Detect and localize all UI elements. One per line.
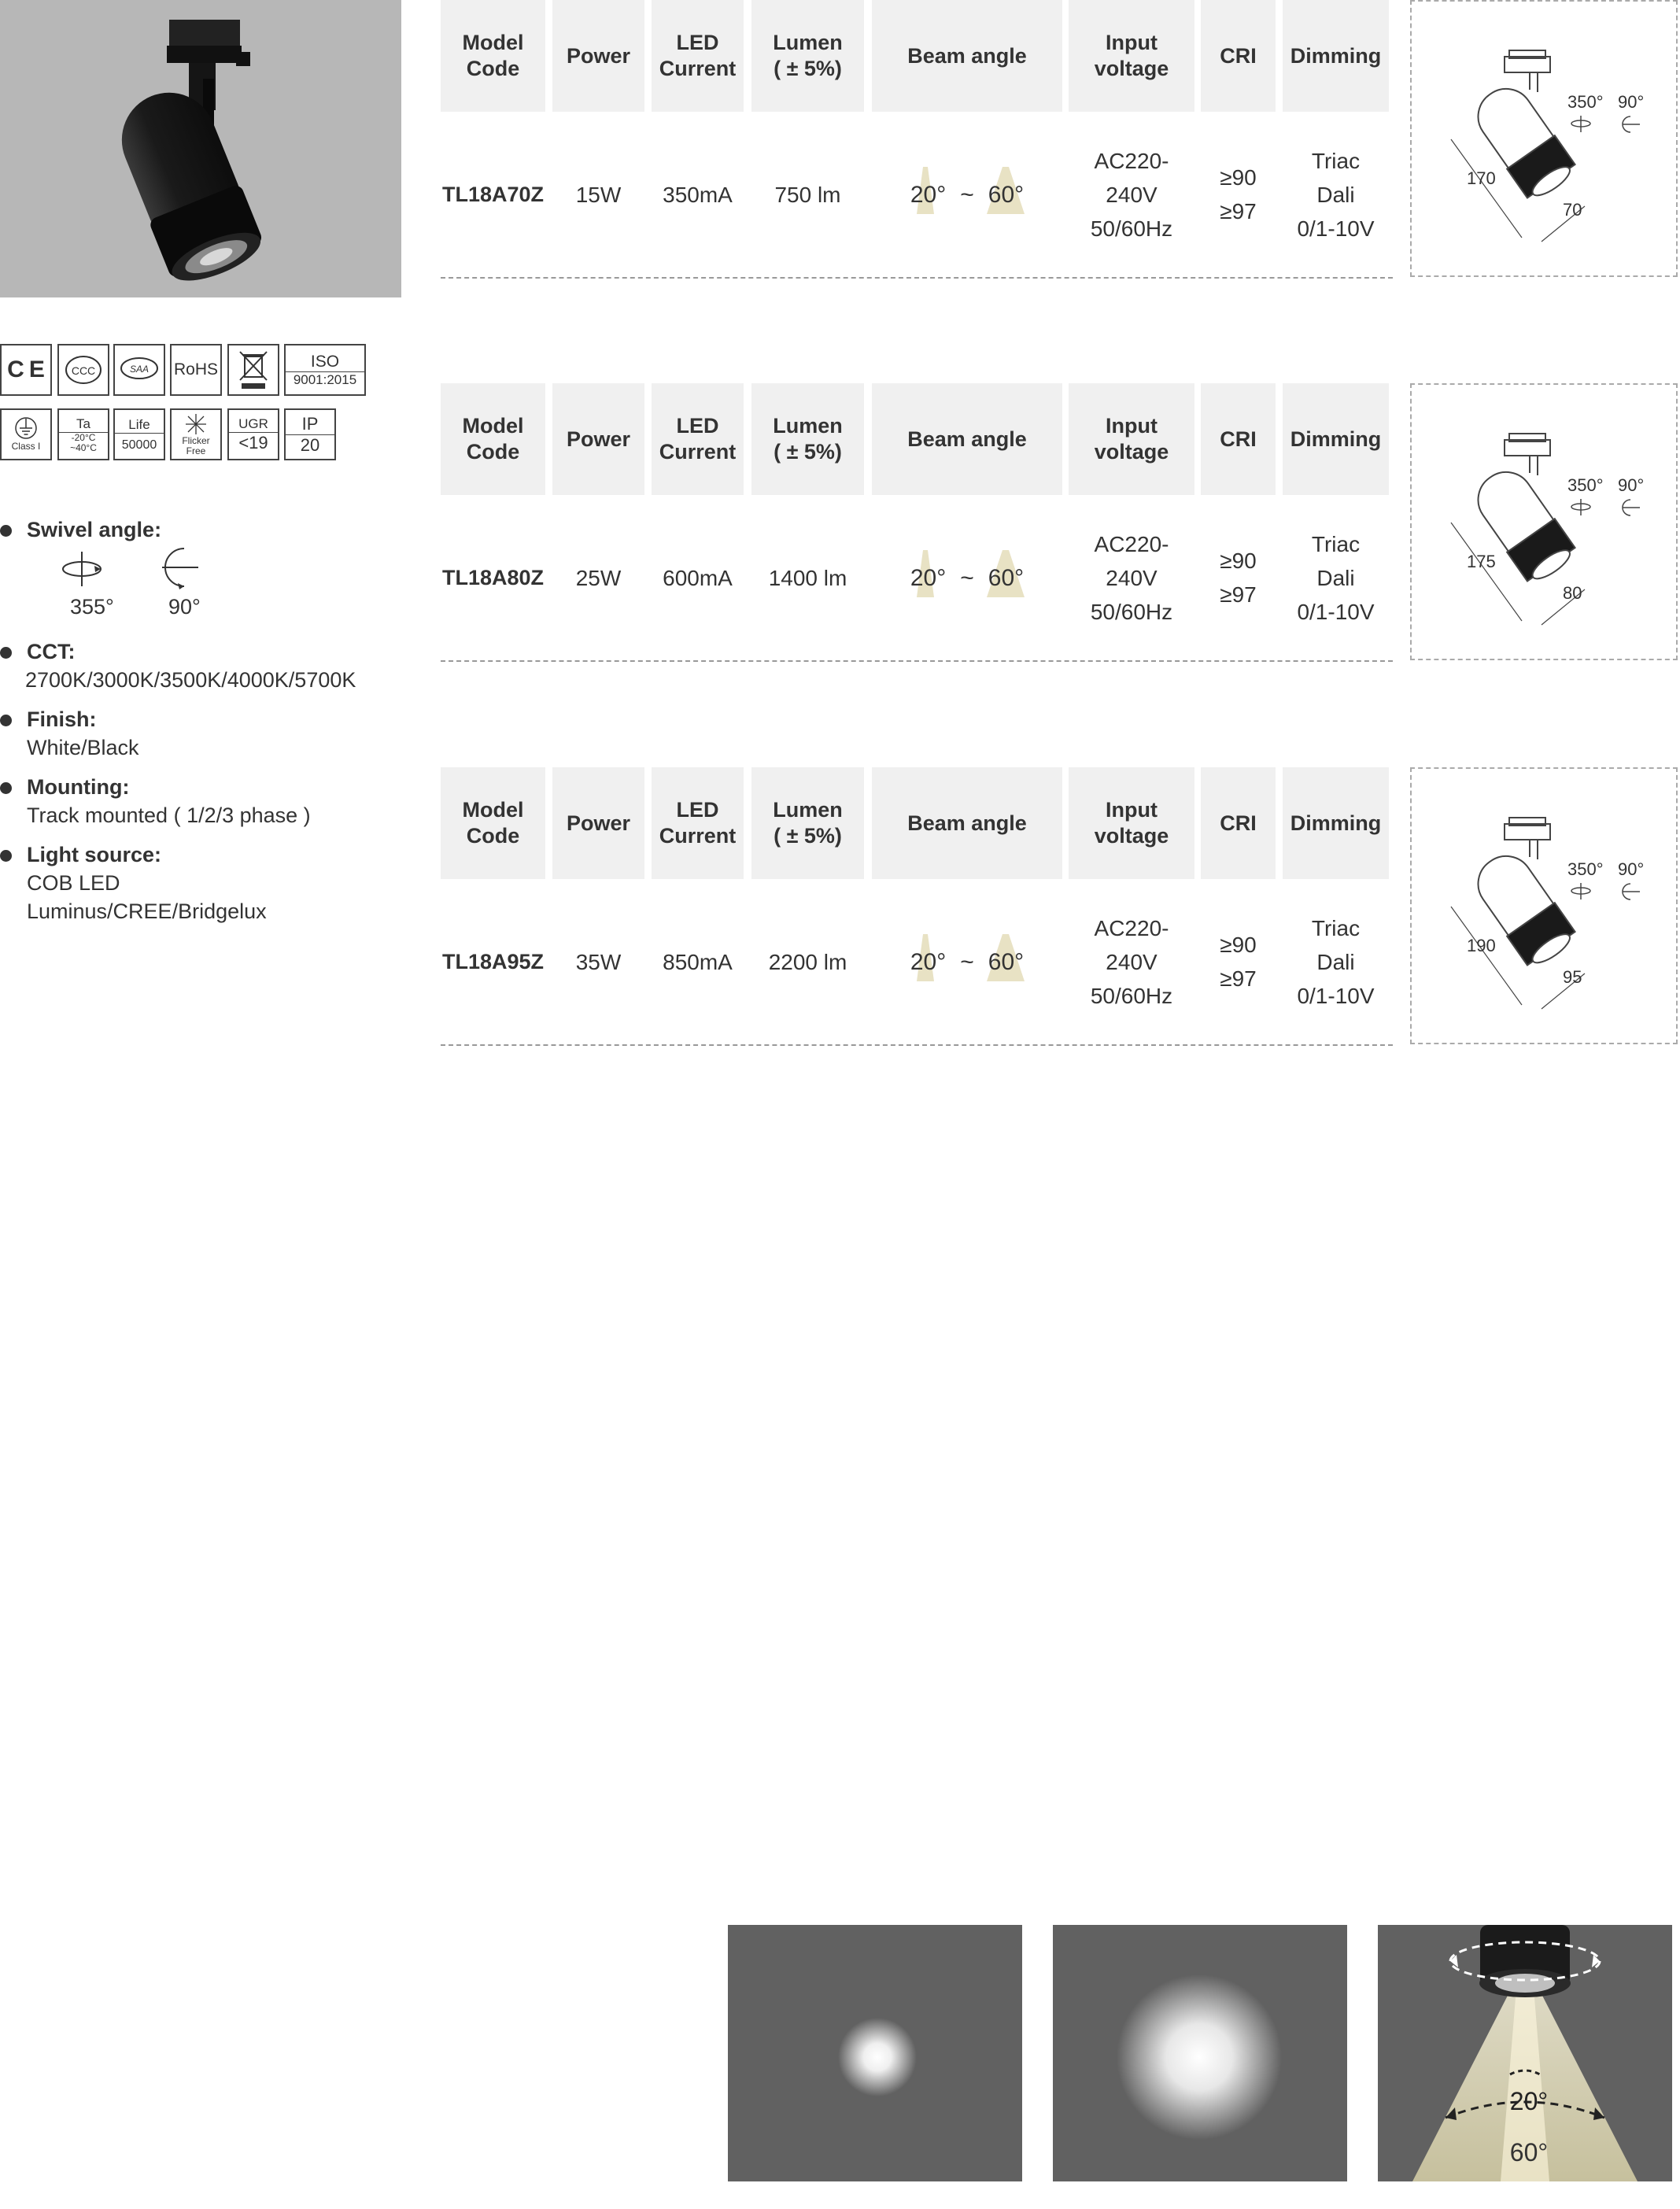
spec-table [441, 0, 1393, 279]
table-header-cell [441, 383, 545, 495]
header-text: voltage [1094, 57, 1169, 80]
table-header-cell [1069, 383, 1194, 495]
svg-text:CCC: CCC [71, 364, 96, 377]
table-header-cell [552, 767, 644, 879]
cri-cell [1201, 112, 1276, 277]
header-text: Code [466, 440, 520, 464]
beam-angle-cell [872, 112, 1062, 277]
dimming-option-1: Triac [1311, 148, 1361, 173]
rotation-vertical-label: 90° [1618, 92, 1645, 112]
header-text: LED [676, 31, 719, 54]
row-divider [441, 660, 1393, 662]
rotation-horizontal-label: 350° [1567, 92, 1604, 112]
beam-separator: ~ [960, 948, 974, 975]
horizontal-rotation-icon [58, 550, 105, 588]
narrow-beam-icon [910, 178, 946, 212]
header-text: Beam angle [907, 811, 1027, 835]
ip-badge: IP 20 [284, 408, 336, 460]
header-text: Lumen [773, 31, 843, 54]
spec-finish [0, 705, 393, 762]
spec-finish-value: White/Black [27, 736, 139, 759]
table-header-cell [652, 0, 744, 112]
header-text: Beam angle [907, 427, 1027, 451]
dimming-option-2: Dali [1316, 949, 1355, 974]
header-text: Beam angle [907, 43, 1027, 68]
beam-min-value: 20° [910, 948, 947, 975]
dimming-option-3: 0/1-10V [1297, 216, 1375, 241]
lumen-cell: 2200 lm [768, 949, 847, 974]
spec-light-source-value-2: Luminus/CREE/Bridgelux [27, 899, 267, 923]
rotation-horizontal-label: 350° [1567, 859, 1604, 879]
wide-beam-icon [988, 178, 1024, 212]
beam-max-value: 60° [988, 564, 1025, 591]
dimension-diagram [1410, 383, 1678, 660]
dimension-length-label: 175 [1467, 552, 1496, 571]
iso-badge: ISO 9001:2015 [284, 344, 366, 396]
beam-angle-cell [872, 879, 1062, 1044]
cri-value-1: ≥90 [1220, 549, 1257, 573]
table-header-cell [751, 383, 864, 495]
beam-angle-cell [872, 495, 1062, 660]
table-header-cell [1069, 767, 1194, 879]
rotation-icons [1571, 499, 1640, 515]
wide-beam-icon [988, 945, 1024, 979]
table-header-cell [441, 767, 545, 879]
table-header-cell [441, 0, 545, 112]
header-text: Model [462, 798, 524, 822]
dimension-diameter-label: 95 [1563, 967, 1582, 987]
rotation-horizontal-label: 350° [1567, 475, 1604, 495]
dimming-option-1: Triac [1311, 915, 1361, 940]
table-header-cell [1201, 767, 1276, 879]
input-voltage-cell [1069, 879, 1194, 1044]
spec-finish-label: Finish: [27, 707, 97, 731]
power-cell: 35W [575, 949, 622, 974]
table-header-cell [1283, 767, 1389, 879]
beam-max-value: 60° [988, 948, 1025, 975]
rotation-vertical-label: 90° [1618, 859, 1645, 879]
header-text: Current [659, 440, 737, 464]
narrow-beam-spot-image [728, 1925, 1022, 2181]
header-text: Current [659, 57, 737, 80]
cri-value-2: ≥97 [1220, 199, 1257, 223]
header-text: Lumen [773, 414, 843, 438]
spec-mounting-value: Track mounted ( 1/2/3 phase ) [27, 803, 311, 827]
spec-swivel [0, 515, 393, 626]
header-text: Dimming [1290, 43, 1382, 68]
voltage-frequency: 50/60Hz [1090, 599, 1173, 624]
class-i-icon: Class I [0, 408, 52, 460]
current-cell: 350mA [663, 182, 733, 207]
header-text: Code [466, 824, 520, 848]
table-header-cell [751, 0, 864, 112]
vertical-rotation-icon [161, 544, 200, 591]
header-text: Power [566, 43, 631, 68]
table-row [441, 879, 1393, 1044]
cri-value-1: ≥90 [1220, 933, 1257, 957]
header-text: Current [659, 824, 737, 848]
header-text: Input [1106, 798, 1158, 822]
lumen-cell: 1400 lm [768, 565, 847, 590]
wide-beam-spot-image [1053, 1925, 1347, 2181]
dimming-cell [1283, 879, 1389, 1044]
header-text: Model [462, 414, 524, 438]
row-divider [441, 277, 1393, 279]
ccc-mark-icon [57, 344, 109, 396]
swivel-vertical-value: 90° [168, 595, 201, 619]
spec-list [0, 515, 393, 936]
header-text: Dimming [1290, 811, 1382, 835]
model-code-cell: TL18A80Z [441, 565, 545, 589]
product-photo [0, 0, 401, 297]
current-cell: 600mA [663, 565, 733, 590]
spec-mounting [0, 773, 393, 829]
table-header-cell [1201, 0, 1276, 112]
rohs-mark-icon: RoHS [170, 344, 222, 396]
beam-separator: ~ [960, 181, 974, 208]
voltage-frequency: 50/60Hz [1090, 983, 1173, 1008]
spec-light-source-label: Light source: [27, 843, 162, 866]
header-text: Input [1106, 414, 1158, 438]
header-text: Power [566, 811, 631, 835]
ce-mark-icon: C E [0, 344, 52, 396]
spec-table [441, 767, 1393, 1046]
table-header-cell [1283, 0, 1389, 112]
table-header-cell [552, 383, 644, 495]
header-text: Code [466, 57, 520, 80]
rotation-icons [1571, 116, 1640, 132]
header-text: Dimming [1290, 427, 1382, 451]
beam-angle-demo-image [1378, 1925, 1672, 2181]
life-badge: Life 50000 [113, 408, 165, 460]
cri-value-1: ≥90 [1220, 165, 1257, 190]
ugr-badge: UGR <19 [227, 408, 279, 460]
dimension-diameter-label: 80 [1563, 583, 1582, 603]
dimension-length-label: 190 [1467, 936, 1496, 955]
voltage-range: AC220-240V [1094, 148, 1169, 207]
beam-max-value: 60° [988, 181, 1025, 208]
input-voltage-cell [1069, 112, 1194, 277]
current-cell: 850mA [663, 949, 733, 974]
cri-value-2: ≥97 [1220, 582, 1257, 607]
table-header-cell [552, 0, 644, 112]
dimming-option-3: 0/1-10V [1297, 599, 1375, 624]
header-text: CRI [1220, 811, 1257, 835]
table-header-cell [872, 767, 1062, 879]
ta-badge: Ta -20°C ~40°C [57, 408, 109, 460]
header-text: Lumen [773, 798, 843, 822]
dimming-option-2: Dali [1316, 565, 1355, 590]
svg-text:SAA: SAA [129, 364, 150, 375]
row-divider [441, 1044, 1393, 1046]
rotation-vertical-label: 90° [1618, 475, 1645, 495]
table-header-cell [652, 383, 744, 495]
narrow-beam-icon [910, 945, 946, 979]
spec-light-source-value-1: COB LED [27, 871, 120, 895]
dimming-option-2: Dali [1316, 182, 1355, 207]
swivel-horizontal-value: 355° [70, 595, 114, 619]
table-header-cell [872, 383, 1062, 495]
table-header-cell [1069, 0, 1194, 112]
header-text: Model [462, 31, 524, 54]
dimension-diagram [1410, 767, 1678, 1044]
model-code-cell: TL18A95Z [441, 949, 545, 973]
table-header-cell [652, 767, 744, 879]
cri-value-2: ≥97 [1220, 966, 1257, 991]
beam-demo-wide-label: 60° [1509, 2138, 1549, 2167]
dimming-cell [1283, 112, 1389, 277]
table-header-cell [1283, 383, 1389, 495]
power-cell: 25W [575, 565, 622, 590]
header-text: Input [1106, 31, 1158, 54]
spec-cct [0, 637, 393, 694]
table-row [441, 495, 1393, 660]
table-header-cell [751, 767, 864, 879]
spec-mounting-label: Mounting: [27, 775, 130, 799]
table-row [441, 112, 1393, 277]
table-header-cell [872, 0, 1062, 112]
spec-table [441, 383, 1393, 662]
flicker-free-icon: Flicker Free [170, 408, 222, 460]
dimension-diameter-label: 70 [1563, 200, 1582, 220]
voltage-range: AC220-240V [1094, 915, 1169, 974]
dimming-option-1: Triac [1311, 531, 1361, 556]
header-text: ( ± 5%) [774, 824, 842, 848]
beam-min-value: 20° [910, 181, 947, 208]
spec-cct-value: 2700K/3000K/3500K/4000K/5700K [25, 668, 356, 692]
dimming-cell [1283, 495, 1389, 660]
lumen-cell: 750 lm [774, 182, 841, 207]
header-text: LED [676, 414, 719, 438]
spec-light-source [0, 840, 393, 925]
spec-swivel-label: Swivel angle: [27, 518, 162, 541]
cri-cell [1201, 495, 1276, 660]
table-header-cell [1201, 383, 1276, 495]
wide-beam-icon [988, 561, 1024, 595]
voltage-frequency: 50/60Hz [1090, 216, 1173, 241]
beam-separator: ~ [960, 564, 974, 591]
dimming-option-3: 0/1-10V [1297, 983, 1375, 1008]
header-text: voltage [1094, 824, 1169, 848]
beam-min-value: 20° [910, 564, 947, 591]
dimension-diagram [1410, 0, 1678, 277]
header-text: CRI [1220, 43, 1257, 68]
power-cell: 15W [575, 182, 622, 207]
spec-cct-label: CCT: [27, 640, 76, 663]
input-voltage-cell [1069, 495, 1194, 660]
header-text: ( ± 5%) [774, 57, 842, 80]
beam-demo-narrow-label: 20° [1509, 2087, 1549, 2115]
rotation-icons [1571, 883, 1640, 899]
weee-bin-icon [227, 344, 279, 396]
header-text: voltage [1094, 440, 1169, 464]
header-text: Power [566, 427, 631, 451]
saa-mark-icon [113, 344, 165, 396]
dimension-length-label: 170 [1467, 168, 1496, 188]
narrow-beam-icon [910, 561, 946, 595]
header-text: ( ± 5%) [774, 440, 842, 464]
cri-cell [1201, 879, 1276, 1044]
model-code-cell: TL18A70Z [441, 182, 545, 206]
header-text: LED [676, 798, 719, 822]
voltage-range: AC220-240V [1094, 531, 1169, 590]
header-text: CRI [1220, 427, 1257, 451]
